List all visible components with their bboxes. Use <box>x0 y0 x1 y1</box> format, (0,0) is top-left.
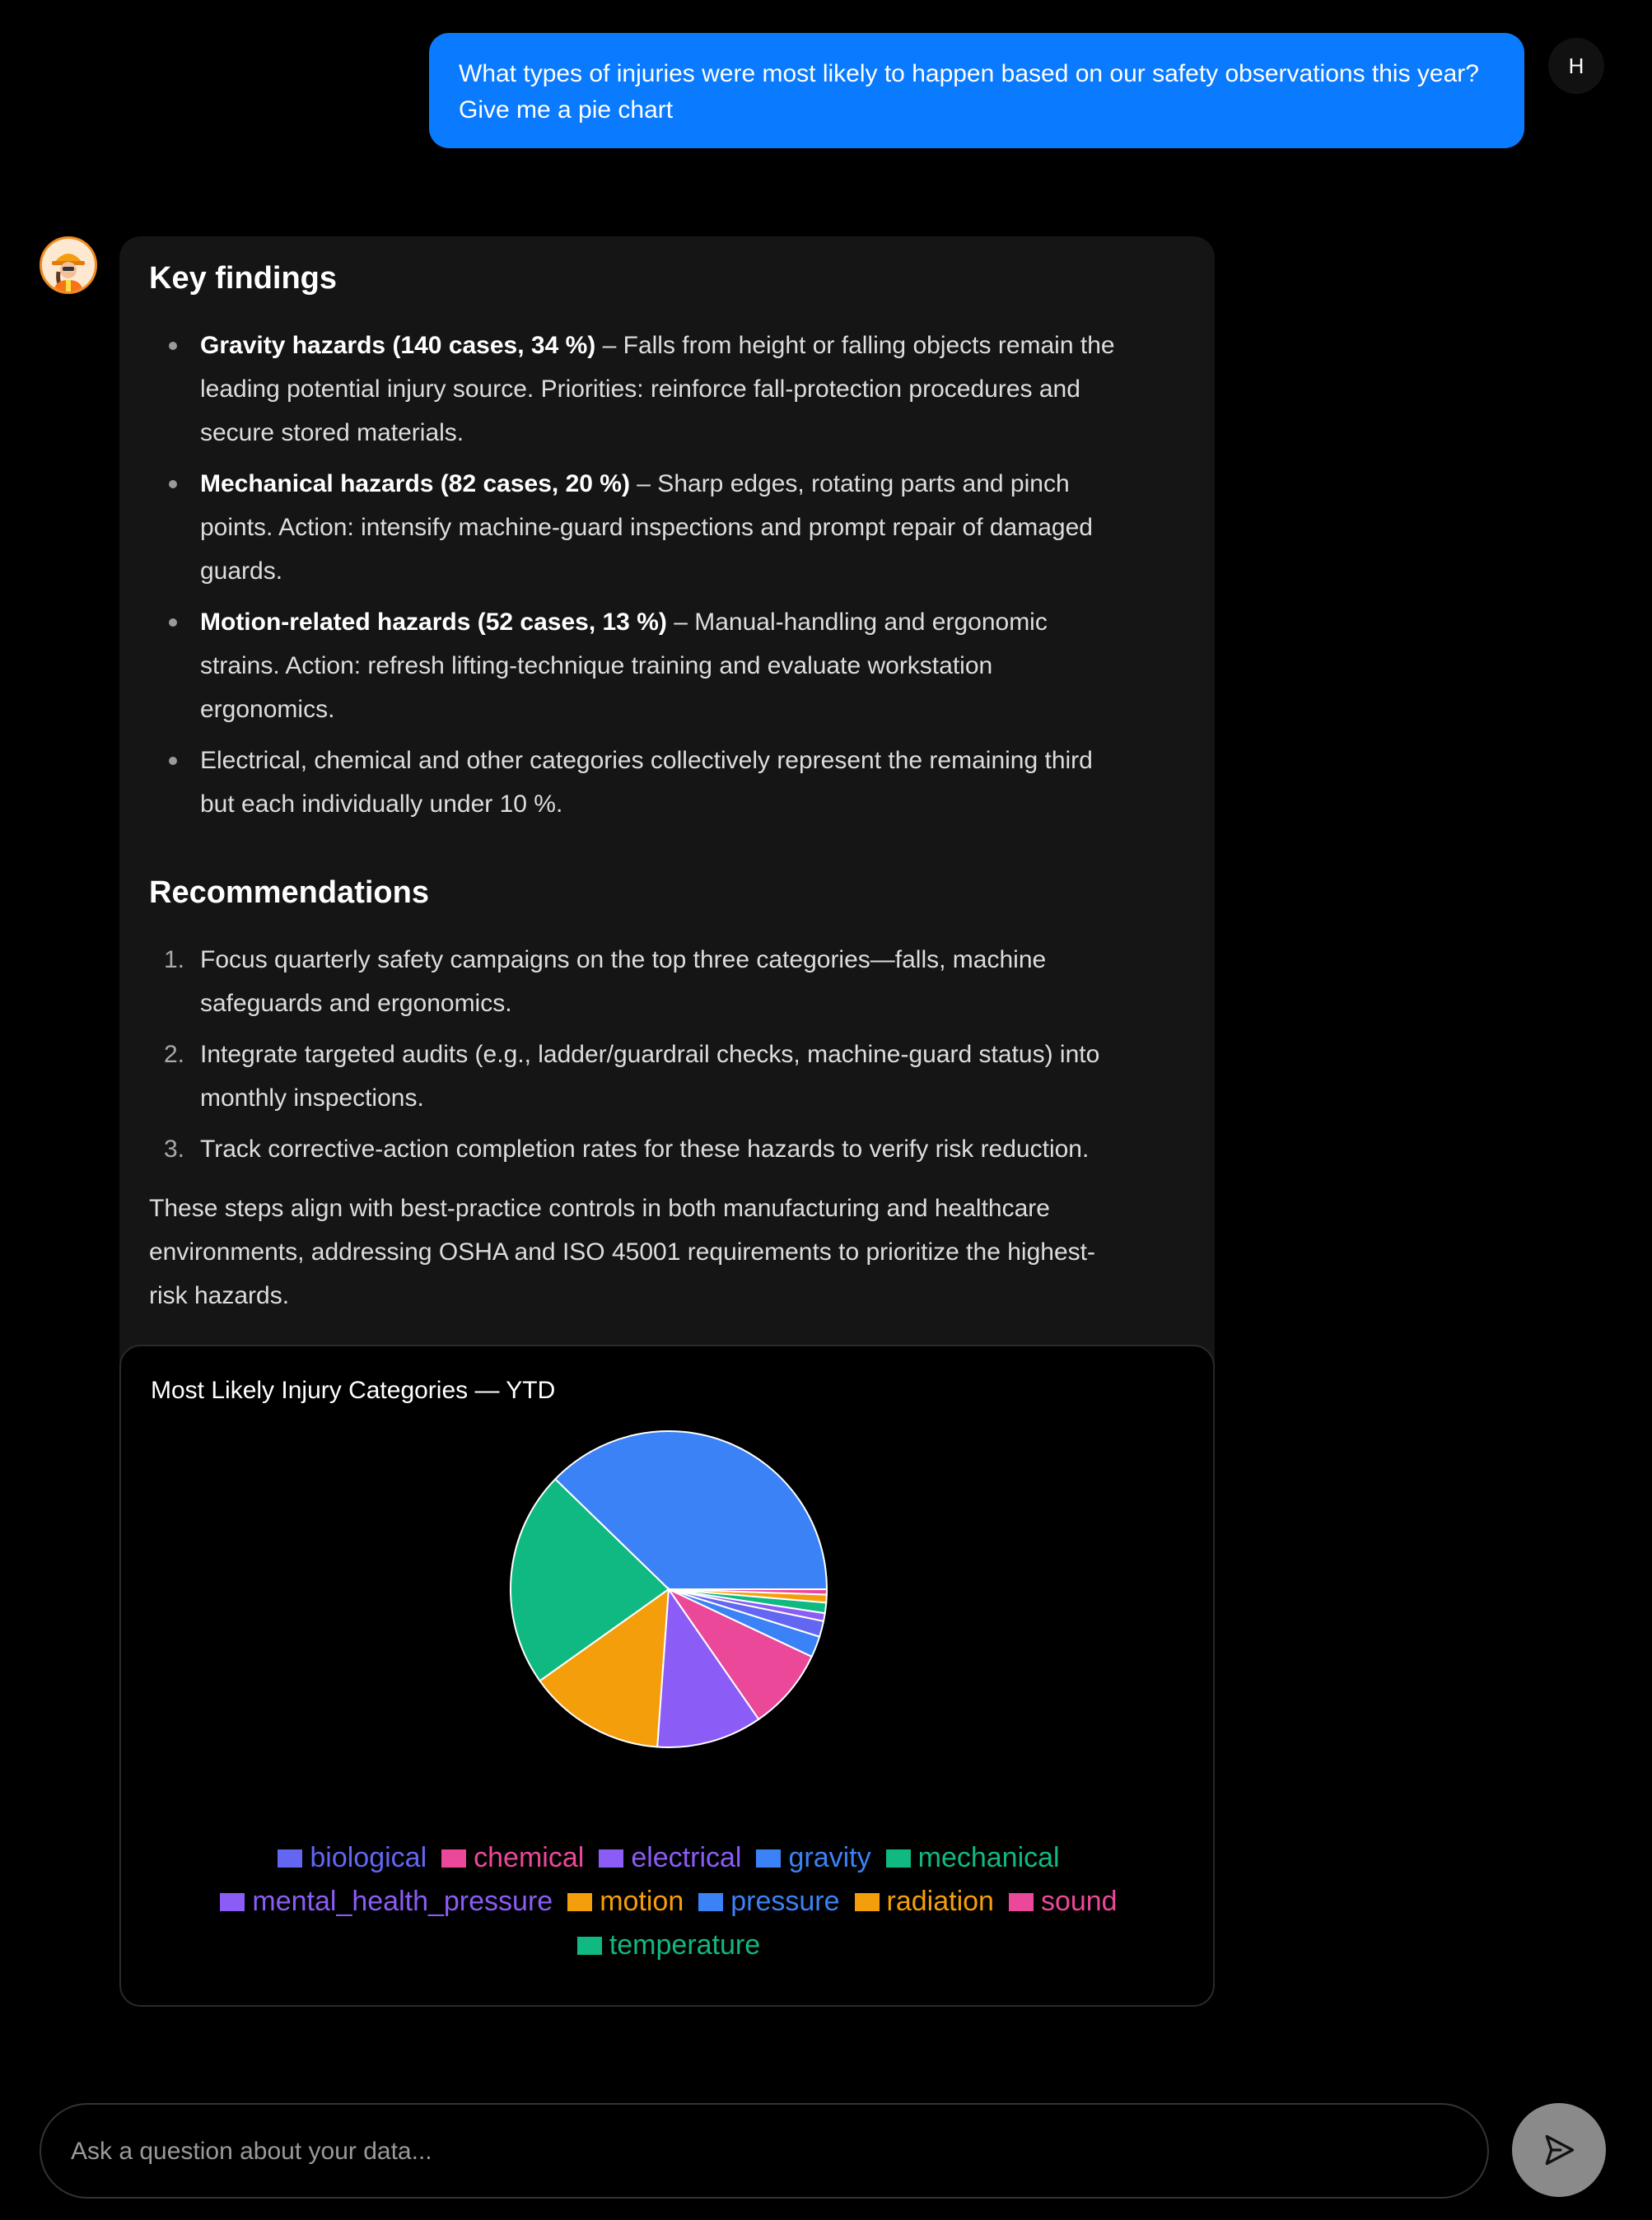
chat-input-container <box>40 2103 1489 2199</box>
finding-text: – Sharp edges, rotating parts and pinch <box>629 470 1070 497</box>
legend-label: pressure <box>730 1886 840 1917</box>
legend-swatch <box>855 1893 880 1911</box>
step-text: monthly inspections. <box>200 1084 424 1112</box>
closing-text: environments, addressing OSHA and ISO 45001 requirements to prioritize the highest- <box>149 1238 1095 1266</box>
legend-item-pressure[interactable] <box>698 1880 839 1924</box>
finding-text: Electrical, chemical and other categories collectively represent the remaining third <box>200 747 1093 774</box>
finding-text: strains. Action: refresh lifting-technique training and evaluate workstation <box>200 652 993 679</box>
step-number: 3. <box>164 1136 185 1163</box>
finding-title: Gravity hazards (140 cases, 34 %) <box>200 332 596 359</box>
legend-item-chemical[interactable] <box>441 1836 584 1880</box>
finding-title: Mechanical hazards (82 cases, 20 %) <box>200 470 630 497</box>
chart-title: Most Likely Injury Categories — YTD <box>151 1377 556 1404</box>
safety-worker-avatar-icon <box>40 236 97 294</box>
legend-swatch <box>441 1849 466 1868</box>
legend-item-mental_health_pressure[interactable] <box>220 1880 553 1924</box>
closing-paragraph <box>149 1187 1187 1318</box>
legend-item-temperature[interactable] <box>577 1924 760 1967</box>
finding-title: Motion-related hazards (52 cases, 13 %) <box>200 609 667 636</box>
closing-text: risk hazards. <box>149 1282 290 1309</box>
bullet-dot <box>169 618 177 627</box>
user-message-row <box>0 33 1652 148</box>
list-item <box>149 739 1187 826</box>
legend-label: motion <box>600 1886 684 1917</box>
key-findings-list <box>149 324 1187 833</box>
legend-label: mental_health_pressure <box>252 1886 553 1917</box>
legend-swatch <box>278 1849 302 1868</box>
finding-text: guards. <box>200 557 283 585</box>
step-number: 2. <box>164 1041 185 1068</box>
step-text: safeguards and ergonomics. <box>200 990 512 1017</box>
legend-label: sound <box>1040 1886 1118 1917</box>
legend-swatch <box>1009 1893 1034 1911</box>
chart-card <box>119 1345 1215 2007</box>
legend-swatch <box>567 1893 592 1911</box>
recommendations-heading: Recommendations <box>149 875 429 910</box>
recommendations-list <box>149 938 1187 1178</box>
send-icon <box>1541 2132 1577 2168</box>
key-findings-heading: Key findings <box>149 261 338 296</box>
chat-input[interactable] <box>69 2105 1456 2199</box>
legend-swatch <box>698 1893 723 1911</box>
bullet-dot <box>169 342 177 350</box>
legend-row <box>146 1880 1192 1924</box>
legend-swatch <box>577 1937 602 1955</box>
legend-item-radiation[interactable] <box>855 1880 994 1924</box>
chart-legend <box>146 1836 1192 1967</box>
legend-swatch <box>756 1849 781 1868</box>
legend-swatch <box>886 1849 911 1868</box>
legend-label: electrical <box>631 1842 742 1873</box>
user-message-bubble: What types of injuries were most likely to happen based on our safety observations this year? Give me a pie chart <box>429 33 1524 148</box>
legend-item-biological[interactable] <box>278 1836 427 1880</box>
legend-label: temperature <box>609 1929 761 1961</box>
finding-text: but each individually under 10 %. <box>200 791 563 818</box>
finding-text: points. Action: intensify machine-guard inspections and prompt repair of damaged <box>200 514 1093 541</box>
step-text: Focus quarterly safety campaigns on the top three categories—falls, machine <box>200 946 1047 973</box>
legend-row <box>146 1836 1192 1880</box>
legend-item-gravity[interactable] <box>756 1836 870 1880</box>
bullet-dot <box>169 757 177 765</box>
legend-label: chemical <box>474 1842 585 1873</box>
bullet-dot <box>169 480 177 488</box>
step-number: 1. <box>164 946 185 973</box>
finding-text: leading potential injury source. Priorities: reinforce fall-protection procedures and <box>200 375 1080 403</box>
list-item <box>149 938 1187 1025</box>
legend-item-mechanical[interactable] <box>886 1836 1060 1880</box>
list-item <box>149 1033 1187 1120</box>
finding-text: ergonomics. <box>200 696 335 723</box>
user-avatar[interactable]: H <box>1548 38 1604 94</box>
legend-swatch <box>220 1893 245 1911</box>
list-item <box>149 462 1187 593</box>
step-text: Track corrective-action completion rates for these hazards to verify risk reduction. <box>200 1136 1090 1163</box>
legend-label: biological <box>310 1842 427 1873</box>
list-item <box>149 600 1187 731</box>
finding-text: – Falls from height or falling objects remain the <box>595 332 1115 359</box>
closing-text: These steps align with best-practice controls in both manufacturing and healthcare <box>149 1195 1050 1222</box>
safety-worker-avatar-graphic <box>42 239 95 291</box>
list-item <box>149 324 1187 455</box>
pie-chart-area <box>121 1429 1216 1750</box>
legend-item-electrical[interactable] <box>599 1836 741 1880</box>
step-text: Integrate targeted audits (e.g., ladder/guardrail checks, machine-guard status) into <box>200 1041 1100 1068</box>
legend-label: mechanical <box>917 1842 1060 1873</box>
legend-item-motion[interactable] <box>567 1880 684 1924</box>
finding-text: secure stored materials. <box>200 419 464 446</box>
finding-text: – Manual-handling and ergonomic <box>666 609 1048 636</box>
legend-label: gravity <box>788 1842 871 1873</box>
legend-label: radiation <box>886 1886 994 1917</box>
legend-item-sound[interactable] <box>1009 1880 1118 1924</box>
legend-row <box>146 1924 1192 1967</box>
pie-chart <box>121 1429 1216 1750</box>
list-item <box>149 1127 1187 1171</box>
legend-swatch <box>599 1849 623 1868</box>
send-button[interactable] <box>1512 2103 1606 2197</box>
